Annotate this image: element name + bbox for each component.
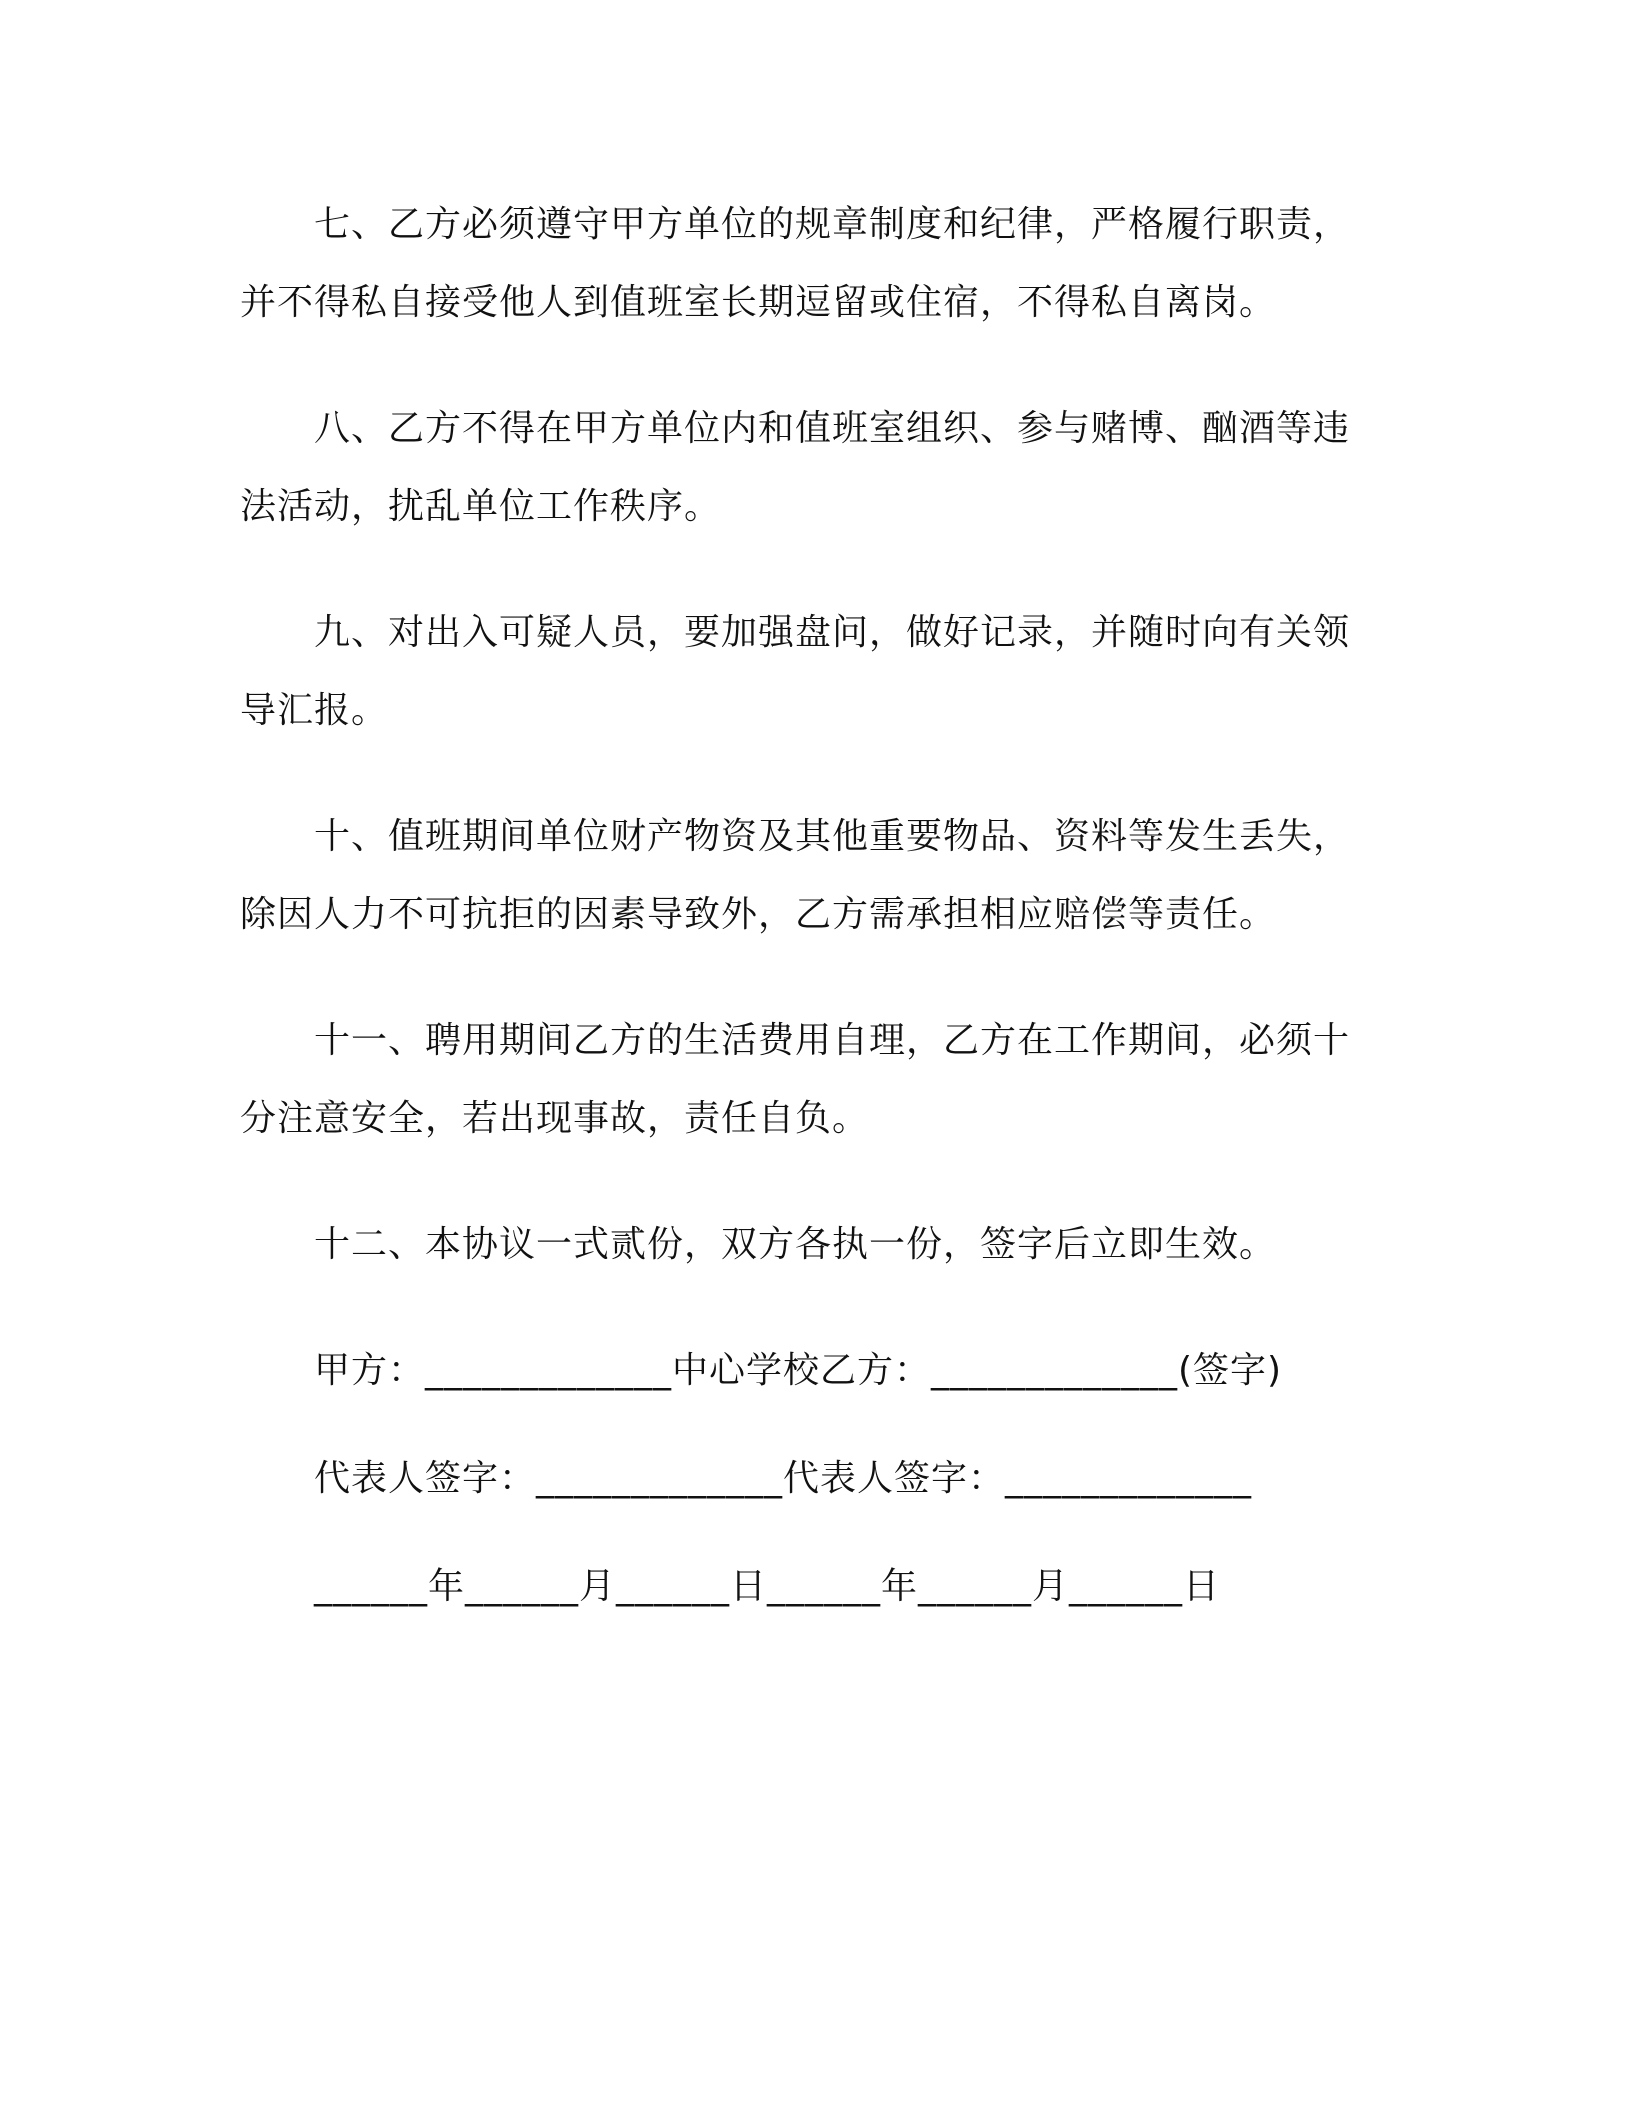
clause-9: 九、对出入可疑人员，要加强盘问，做好记录，并随时向有关领导汇报。 <box>240 612 1351 731</box>
document-body <box>240 186 1360 1656</box>
clause-11: 十一、聘用期间乙方的生活费用自理，乙方在工作期间，必须十分注意安全，若出现事故，责任自负。 <box>240 1020 1351 1139</box>
clause-8: 八、乙方不得在甲方单位内和值班室组织、参与赌博、酗酒等违法活动，扰乱单位工作秩序。 <box>240 408 1351 527</box>
date-line: ______年______月______日______年______月______日 <box>314 1566 1220 1607</box>
clause-7: 七、乙方必须遵守甲方单位的规章制度和纪律，严格履行职责，并不得私自接受他人到值班室长期逗留或住宿，不得私自离岗。 <box>240 204 1351 323</box>
clause-10: 十、值班期间单位财产物资及其他重要物品、资料等发生丢失，除因人力不可抗拒的因素导致外，乙方需承担相应赔偿等责任。 <box>240 816 1351 935</box>
party-signature-line: 甲方：_____________中心学校乙方：_____________(签字) <box>314 1350 1283 1391</box>
representative-signature-line: 代表人签字：_____________代表人签字：_____________ <box>314 1458 1253 1499</box>
clause-12: 十二、本协议一式贰份，双方各执一份，签字后立即生效。 <box>314 1224 1277 1265</box>
